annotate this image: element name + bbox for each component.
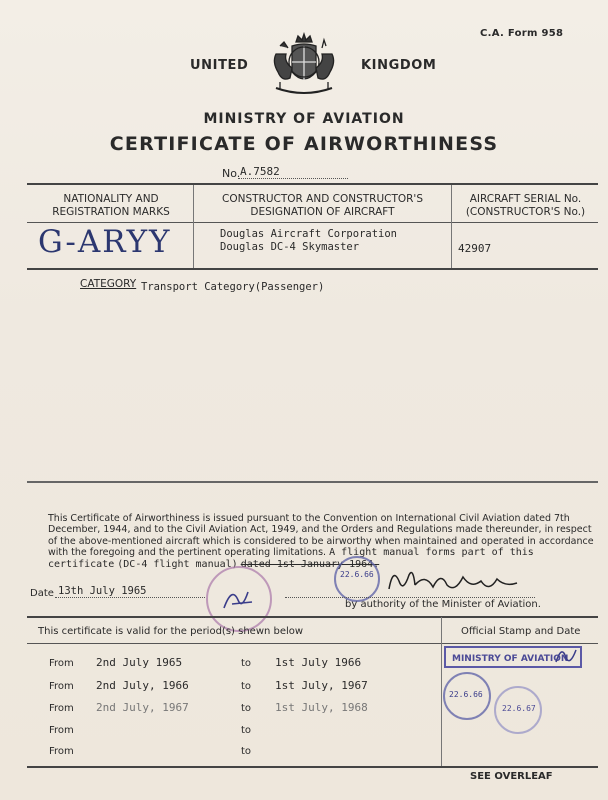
flight-manual-note: A flight manual forms part of this certificate [48,547,534,570]
certificate-no-underline [238,178,348,179]
col-nationality-header [30,193,192,219]
table-divider-1 [193,185,194,268]
to-label: to [241,703,252,714]
certificate-no-value: A.7582 [240,165,280,178]
period-end: 1st July, 1967 [275,679,368,692]
serial-number: 42907 [458,242,492,255]
validity-bottom-rule [27,766,598,768]
col2-line2: DESIGNATION OF AIRCRAFT [250,206,395,218]
flight-manual-ref: (DC-4 flight manual) [117,558,238,570]
col3-line2: (CONSTRUCTOR'S No.) [465,206,586,218]
to-label: to [241,746,252,757]
form-number: C.A. Form 958 [480,28,564,39]
struck-date: dated 1st January 1964. [240,558,380,570]
header-united: UNITED [190,58,249,73]
round-stamp-3-date: 22.6.67 [502,704,536,713]
ministry-heading: MINISTRY OF AVIATION [203,111,405,127]
aircraft-designation [220,228,397,254]
ministry-box-stamp: MINISTRY OF AVIATION [444,646,582,668]
validity-header: This certificate is valid for the period(s) shewn below [38,626,304,637]
validity-divider [441,617,442,766]
date-underline [55,597,205,598]
date-label: Date [30,588,54,599]
section-rule [27,481,598,483]
table-divider-2 [451,185,452,268]
date-value: 13th July 1965 [58,585,147,597]
table-bottom-rule [27,268,598,270]
round-stamp-1-date: 22.6.66 [340,570,374,579]
to-label: to [241,725,252,736]
royal-crest-icon [262,32,346,102]
from-label: From [49,725,74,736]
period-start: 2nd July, 1966 [96,679,189,692]
issuance-statement [48,513,600,570]
category-label: CATEGORY [80,278,137,290]
round-stamp-2-date: 22.6.66 [449,690,483,699]
authority-line: by authority of the Minister of Aviation. [345,599,541,610]
from-label: From [49,703,74,714]
table-header-rule [27,222,598,223]
period-start: 2nd July 1965 [96,656,183,669]
certificate-title: CERTIFICATE OF AIRWORTHINESS [109,133,499,155]
statement-text: This Certificate of Airworthiness is issued pursuant to the Convention on International Civil Aviation dated 7th December, 1944, and to the Civil Aviation Act, 1949, and the Orders and Regulations made thereunder, in respect of the above-mentioned aircraft which is considered to be airworthy when maintained and operated in accordance with the foregoing and the pertinent operating limitations. [48,513,594,559]
validity-header-rule [27,643,598,644]
see-overleaf: SEE OVERLEAF [470,771,553,782]
certificate-no-label: No. [222,167,241,180]
category-value: Transport Category(Passenger) [141,281,325,293]
header-kingdom: KINGDOM [361,58,437,73]
stamp-initials-icon [552,642,580,668]
registration-marks: G-ARYY [38,224,172,260]
col1-line2: REGISTRATION MARKS [52,206,170,218]
col3-line1: AIRCRAFT SERIAL No. [469,193,582,205]
to-label: to [241,681,252,692]
constructor-name: Douglas Aircraft Corporation [220,228,398,240]
period-end: 1st July 1966 [275,656,362,669]
col-constructor-header [195,193,450,219]
period-start: 2nd July, 1967 [96,701,189,714]
from-label: From [49,658,74,669]
signature-icon [385,563,525,599]
signature-underline [285,597,535,598]
stamp-signature-icon [218,578,258,618]
aircraft-type: Douglas DC-4 Skymaster [220,241,360,253]
col1-line1: NATIONALITY AND [63,193,159,205]
from-label: From [49,746,74,757]
col-serial-header [453,193,598,219]
stamp-header: Official Stamp and Date [461,626,581,637]
period-end: 1st July, 1968 [275,701,368,714]
to-label: to [241,658,252,669]
validity-top-rule [27,616,598,618]
col2-line1: CONSTRUCTOR AND CONSTRUCTOR'S [222,193,423,205]
table-top-rule [27,183,598,185]
round-stamp-1 [334,556,380,602]
from-label: From [49,681,74,692]
